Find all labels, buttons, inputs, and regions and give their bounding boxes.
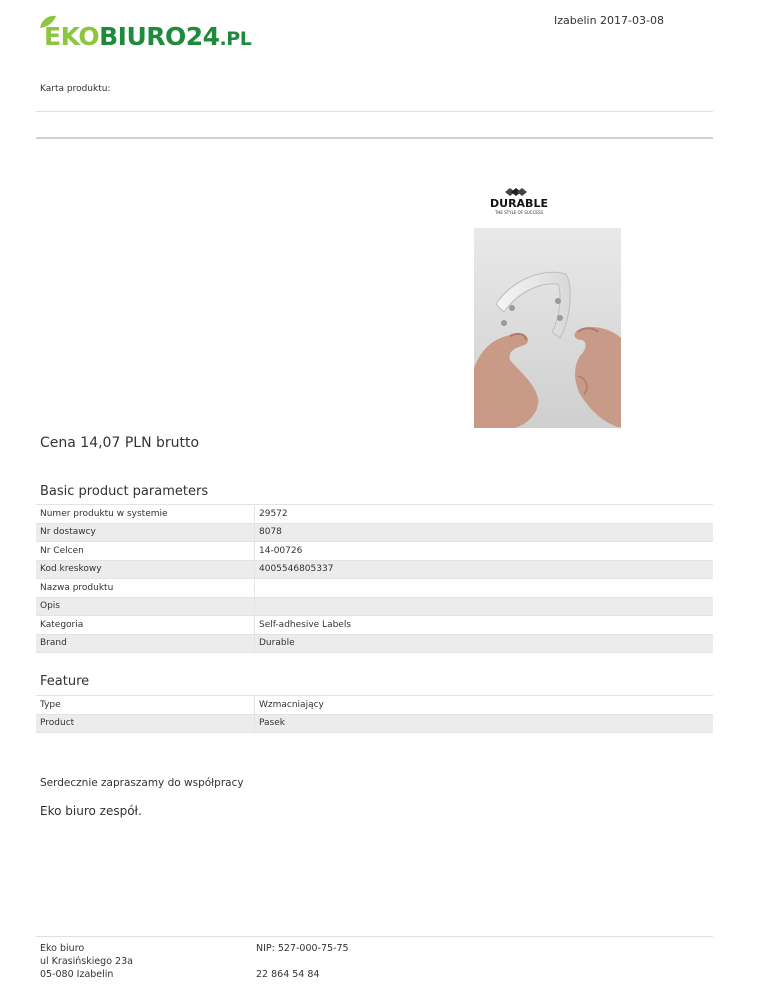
footer-company: Eko biuro: [40, 943, 85, 954]
table-row: [36, 542, 713, 561]
param-key: Numer produktu w systemie: [36, 505, 255, 524]
param-value: [255, 579, 714, 598]
param-key: Opis: [36, 597, 255, 616]
date-line: Izabelin 2017-03-08: [553, 14, 664, 27]
table-row: [36, 696, 713, 715]
param-value: 4005546805337: [255, 560, 714, 579]
product-photo: [474, 228, 621, 428]
basic-parameters-table: [36, 504, 713, 653]
param-key: Brand: [36, 634, 255, 653]
param-key: Kategoria: [36, 616, 255, 635]
footer-phone: 22 864 54 84: [256, 969, 320, 980]
param-value: Durable: [255, 634, 714, 653]
divider-thick: [36, 137, 713, 139]
param-value: 14-00726: [255, 542, 714, 561]
table-row: [36, 634, 713, 653]
durable-brand-logo: [474, 186, 564, 216]
brand-tagline: THE STYLE OF SUCCESS: [494, 210, 544, 215]
price-line: Cena 14,07 PLN brutto: [40, 435, 200, 451]
divider: [36, 111, 713, 112]
feature-key: Product: [36, 714, 255, 733]
param-key: Nr dostawcy: [36, 523, 255, 542]
logo-text-biuro24: BIURO24: [99, 22, 220, 51]
footer-city: 05-080 Izabelin: [40, 969, 114, 980]
table-row: [36, 505, 713, 524]
table-row: [36, 616, 713, 635]
basic-parameters-title: Basic product parameters: [40, 484, 209, 499]
feature-value: Pasek: [255, 714, 714, 733]
table-row: [36, 523, 713, 542]
feature-title: Feature: [40, 674, 90, 689]
param-value: [255, 597, 714, 616]
team-signature: Eko biuro zespół.: [40, 804, 142, 818]
ekobiuro24-logo: [38, 14, 278, 56]
brand-name: DURABLE: [490, 197, 548, 210]
feature-key: Type: [36, 696, 255, 715]
param-value: 29572: [255, 505, 714, 524]
param-key: Nazwa produktu: [36, 579, 255, 598]
feature-table: [36, 695, 713, 733]
param-key: Nr Celcen: [36, 542, 255, 561]
param-key: Kod kreskowy: [36, 560, 255, 579]
footer-address: [40, 942, 133, 981]
table-row: [36, 597, 713, 616]
param-value: 8078: [255, 523, 714, 542]
logo-text-eko: EKO: [44, 22, 100, 51]
table-row: [36, 560, 713, 579]
table-row: [36, 579, 713, 598]
param-value: Self-adhesive Labels: [255, 616, 714, 635]
feature-value: Wzmacniający: [255, 696, 714, 715]
table-row: [36, 714, 713, 733]
karta-produktu-label: Karta produktu:: [40, 84, 111, 94]
durable-logo-mark: [474, 186, 564, 216]
logo-text-pl: .PL: [219, 28, 252, 50]
footer-divider: [36, 936, 713, 937]
footer-street: ul Krasińskiego 23a: [40, 956, 133, 967]
footer-nip: NIP: 527-000-75-75: [256, 943, 349, 954]
invitation-text: Serdecznie zapraszamy do współpracy: [40, 777, 244, 789]
